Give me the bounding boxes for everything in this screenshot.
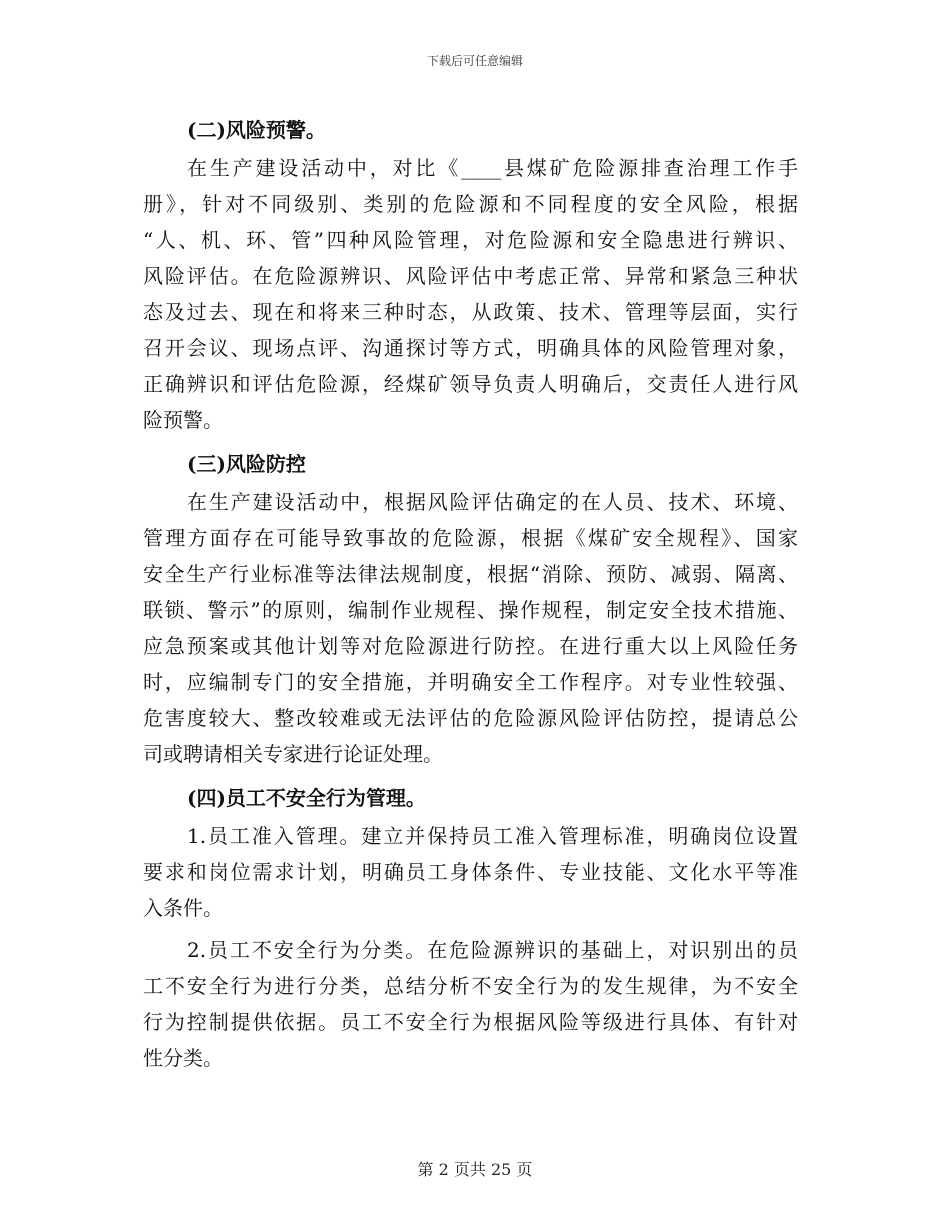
text-line: 召开会议、现场点评、沟通探讨等方式，明确具体的风险管理对象，	[143, 336, 798, 360]
text-line: 态及过去、现在和将来三种时态，从政策、技术、管理等层面，实行	[143, 300, 798, 324]
text-line: 册》，针对不同级别、类别的危险源和不同程度的安全风险，根据	[143, 192, 798, 216]
text-line: 正确辨识和评估危险源，经煤矿领导负责人明确后，交责任人进行风	[143, 372, 798, 396]
text-line: 应急预案或其他计划等对危险源进行防控。在进行重大以上风险任务	[143, 634, 798, 658]
text-line: 行为控制提供依据。员工不安全行为根据风险等级进行具体、有针对	[143, 1010, 798, 1034]
text-line: 司或聘请相关专家进行论证处理。	[143, 742, 443, 766]
section-paragraph	[143, 818, 798, 926]
text-line: “人、机、环、管”四种风险管理，对危险源和安全隐患进行辨识、	[143, 228, 798, 252]
text-line: 险预警。	[143, 408, 223, 432]
section-paragraph	[143, 484, 798, 772]
section-heading: (四)员工不安全行为管理。	[187, 786, 426, 810]
text-line: 性分类。	[143, 1046, 223, 1070]
section-heading: (二)风险预警。	[187, 118, 326, 142]
text-line: 要求和岗位需求计划，明确员工身体条件、专业技能、文化水平等准	[143, 860, 798, 884]
text-line: 安全生产行业标准等法律法规制度，根据“消除、预防、减弱、隔离、	[143, 562, 798, 586]
page-footer: 第 2 页共 25 页	[417, 1160, 533, 1179]
section-heading: (三)风险防控	[187, 452, 306, 476]
text-line: 风险评估。在危险源辨识、风险评估中考虑正常、异常和紧急三种状	[143, 264, 798, 288]
text-line: 1.员工准入管理。建立并保持员工准入管理标准，明确岗位设置	[187, 824, 798, 848]
text-line: 管理方面存在可能导致事故的危险源，根据《煤矿安全规程》、国家	[143, 526, 798, 550]
section-paragraph	[143, 150, 798, 438]
text-line: 危害度较大、整改较难或无法评估的危险源风险评估防控，提请总公	[143, 706, 798, 730]
text-line: 在生产建设活动中，根据风险评估确定的在人员、技术、环境、	[187, 490, 798, 514]
text-line: 入条件。	[143, 896, 223, 920]
document-body	[143, 110, 798, 1076]
page-header: 下载后可任意编辑	[426, 54, 523, 68]
text-line: 在生产建设活动中，对比《____县煤矿危险源排查治理工作手	[187, 156, 798, 180]
text-line: 2.员工不安全行为分类。在危险源辨识的基础上，对识别出的员	[187, 938, 798, 962]
text-line: 时，应编制专门的安全措施，并明确安全工作程序。对专业性较强、	[143, 670, 798, 694]
text-line: 联锁、警示”的原则，编制作业规程、操作规程，制定安全技术措施、	[143, 598, 798, 622]
section-paragraph	[143, 932, 798, 1076]
text-line: 工不安全行为进行分类，总结分析不安全行为的发生规律，为不安全	[143, 974, 798, 998]
